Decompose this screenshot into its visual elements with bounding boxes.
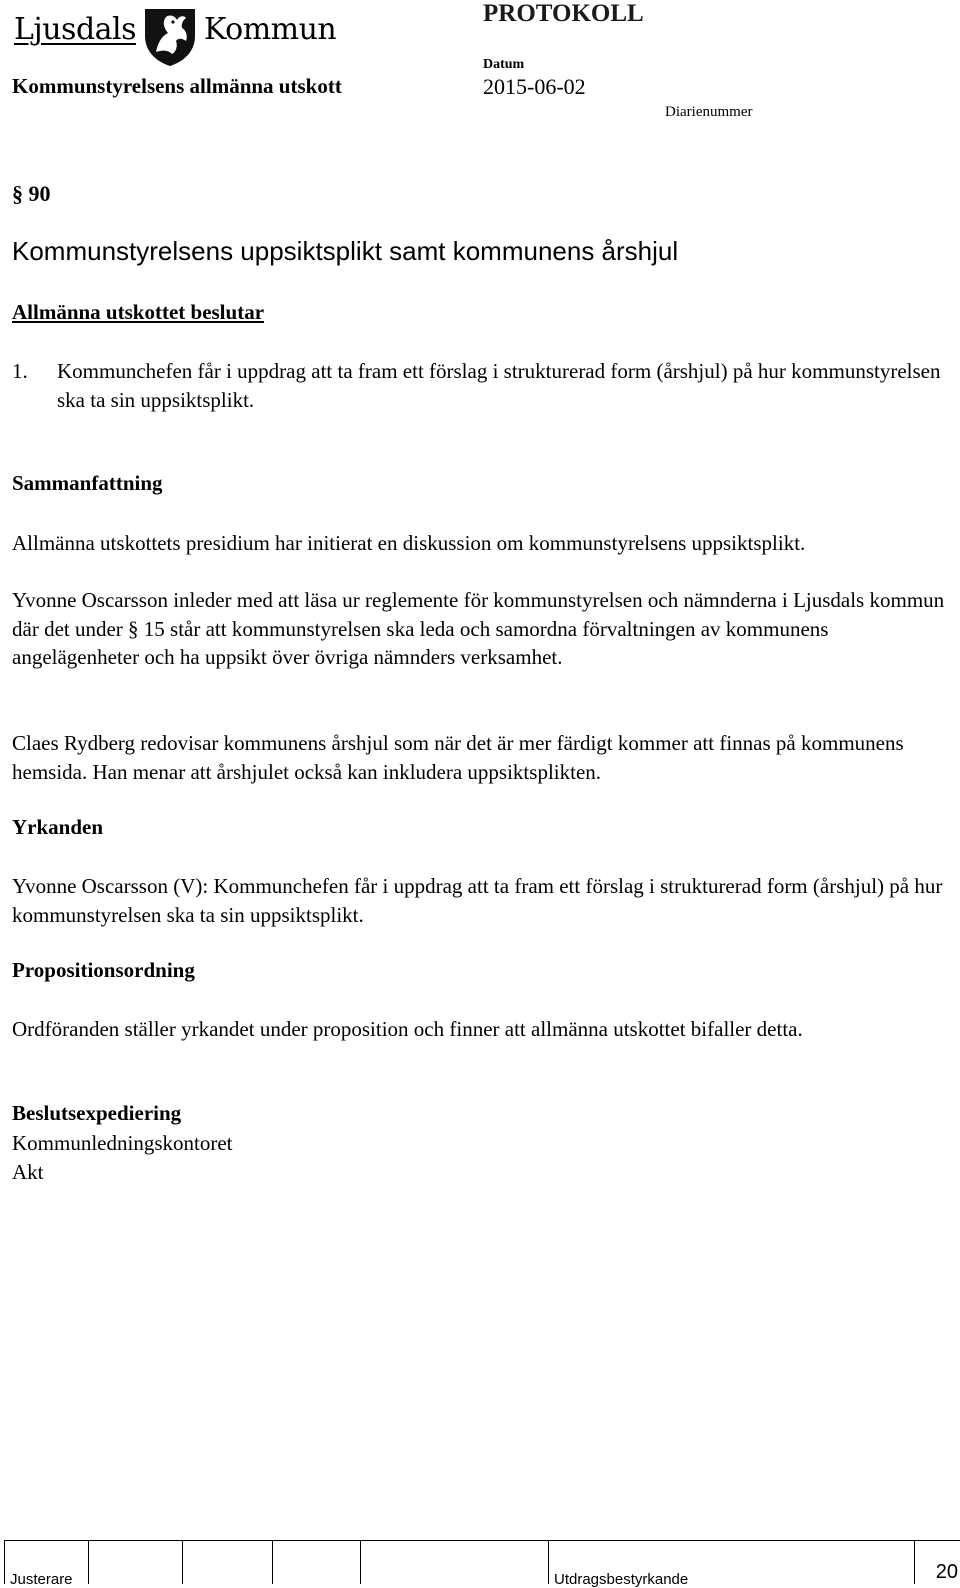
signature-box — [272, 1541, 273, 1584]
proposition-paragraph: Ordföranden ställer yrkandet under proposition och finner att allmänna utskottet bifaller detta. — [12, 1017, 803, 1041]
date-label: Datum — [483, 57, 525, 72]
page-number: 20 — [935, 1561, 958, 1583]
summary-paragraph: Yvonne Oscarsson inleder med att läsa ur reglemente för kommunstyrelsen och nämnderna i Ljusdals kommun där det under § 15 står att kommunstyrelsen ska leda och samordna förvaltningen av kommunens angelägenheter och ha uppsikt över övriga nämnders verksamhet. — [12, 588, 945, 669]
dispatch-recipient: Kommunledningskontoret — [12, 1131, 233, 1155]
footer-cell — [548, 1541, 549, 1584]
signature-box — [182, 1541, 183, 1584]
page-title: Kommunstyrelsens uppsiktsplikt samt kommunens årshjul — [12, 236, 679, 266]
signer-label: Justerare — [10, 1571, 73, 1588]
footer-cell — [914, 1541, 915, 1584]
signature-box — [360, 1541, 361, 1584]
list-item-text: Kommunchefen får i uppdrag att ta fram ett förslag i strukturerad form (årshjul) på hur kommunstyrelsen ska ta sin uppsiktsplikt. — [57, 359, 941, 412]
proposition-heading: Propositionsordning — [12, 958, 195, 982]
list-item-number: 1. — [12, 359, 28, 383]
date-value: 2015-06-02 — [483, 74, 586, 99]
footer-cell — [4, 1541, 5, 1584]
paragraph-number: § 90 — [12, 181, 51, 206]
footer — [4, 1540, 960, 1588]
municipality-logo — [14, 6, 336, 68]
signature-box — [88, 1541, 89, 1584]
certification-label: Utdragsbestyrkande — [554, 1571, 689, 1588]
logo-word-right: Kommun — [204, 12, 337, 47]
motions-heading: Yrkanden — [12, 815, 104, 839]
registration-number-label: Diarienummer — [665, 104, 753, 120]
dispatch-recipient: Akt — [12, 1160, 44, 1184]
logo-word-left: Ljusdals — [14, 12, 137, 47]
document-type: PROTOKOLL — [483, 0, 644, 27]
decision-heading: Allmänna utskottet beslutar — [12, 300, 265, 324]
list-item — [12, 357, 942, 414]
dispatch-heading: Beslutsexpediering — [12, 1101, 182, 1125]
summary-paragraph: Allmänna utskottets presidium har initierat en diskussion om kommunstyrelsens uppsiktsplikt. — [12, 531, 806, 555]
motions-paragraph: Yvonne Oscarsson (V): Kommunchefen får i uppdrag att ta fram ett förslag i strukturerad form (årshjul) på hur kommunstyrelsen ska ta sin uppsiktsplikt. — [12, 874, 943, 927]
summary-paragraph: Claes Rydberg redovisar kommunens årshjul som när det är mer färdigt kommer att finnas på kommunens hemsida. Han menar att årshjulet också kan inkludera uppsiktsplikten. — [12, 731, 904, 784]
crest-icon — [142, 6, 198, 68]
summary-heading: Sammanfattning — [12, 471, 163, 495]
committee-name: Kommunstyrelsens allmänna utskott — [12, 74, 342, 98]
